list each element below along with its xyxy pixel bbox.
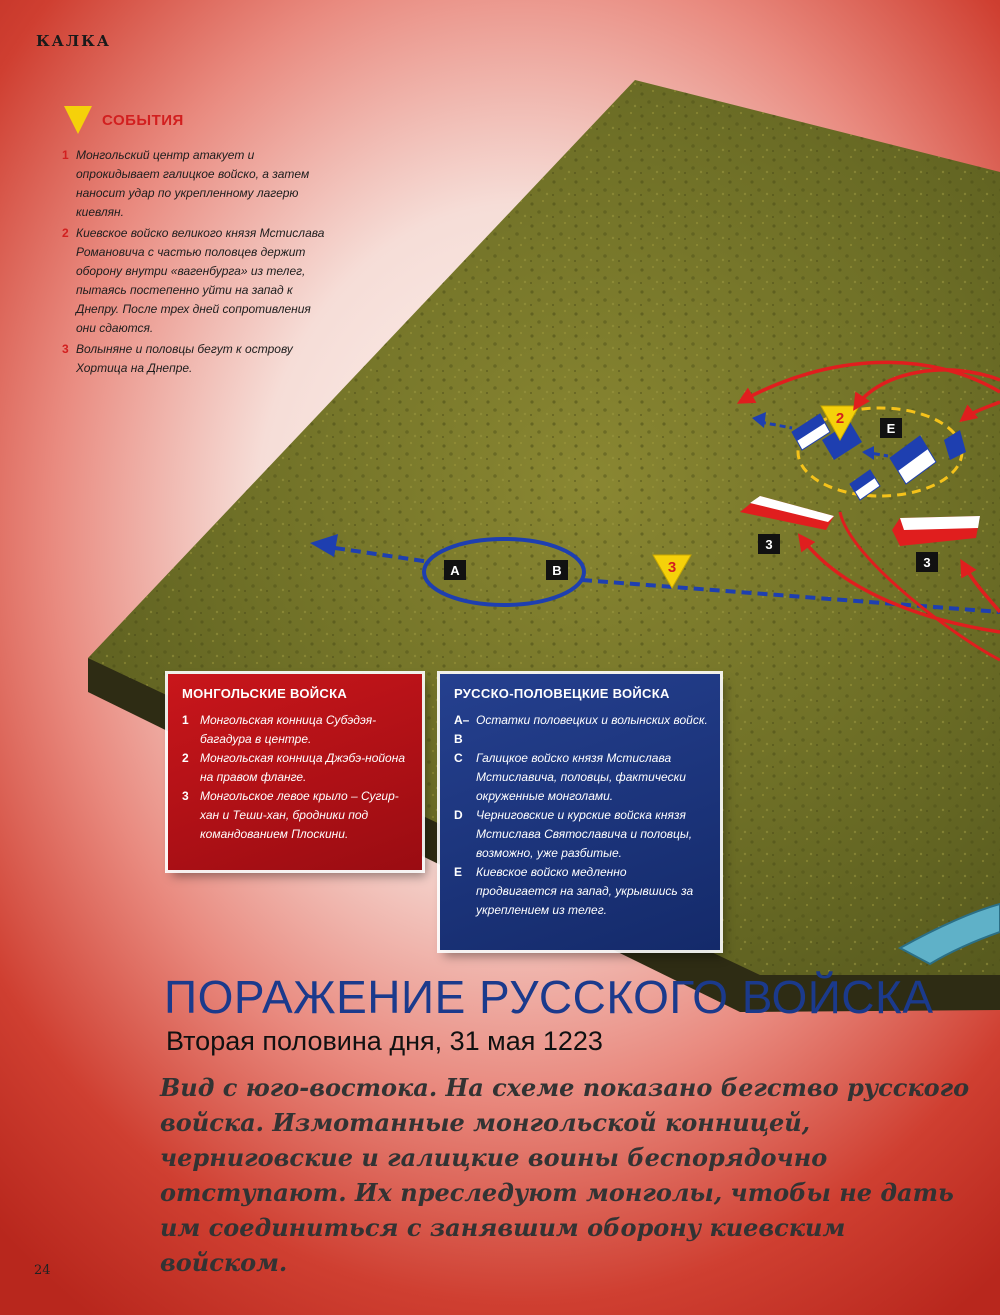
event-text: Монгольский центр атакует и опрокидывает галицкое войско, а затем наносит удар по укрепленному лагерю киевлян. [76, 148, 310, 219]
legend-text: Монгольская конница Джэбэ-нойона на правом фланге. [200, 751, 406, 784]
legend-item [182, 711, 410, 749]
events-header [62, 104, 330, 136]
marker-e-label: E [886, 421, 896, 436]
legend-item [182, 787, 410, 844]
legend-rus-title: РУССКО-ПОЛОВЕЦКИЕ ВОЙСКА [454, 686, 670, 701]
page-title: ПОРАЖЕНИЕ РУССКОГО ВОЙСКА [164, 971, 934, 1023]
legend-item [454, 749, 708, 806]
legend-mongol-title: МОНГОЛЬСКИЕ ВОЙСКА [182, 686, 348, 701]
page-number: 24 [34, 1263, 51, 1278]
event-text: Киевское войско великого князя Мстислава Романовича с частью половцев держит оборону внутри «вагенбурга» из телег, пытаясь постепенно уйти на запад к Днепру. После трех дней сопротивления они сдаются. [76, 226, 325, 335]
marker-a [444, 560, 466, 580]
event-item [62, 146, 330, 222]
legend-item [454, 711, 708, 749]
running-title: КАЛКА [36, 32, 111, 50]
event-number: 2 [62, 226, 69, 240]
legend-text: Черниговские и курские войска князя Мстислава Святославича и половцы, возможно, уже разбитые. [476, 808, 693, 860]
event-item [62, 340, 330, 378]
map-caption: Вид с юго-востока. На схеме показано бегство русского войска. Измотанные монгольской конницей, черниговские и галицкие воины беспорядочно отступают. Их преследуют монголы, чтобы не дать им соединиться с занявшим оборону киевским войском. [160, 1073, 970, 1277]
marker-a-label: A [450, 563, 460, 578]
legend-key: C [454, 751, 463, 765]
legend-text: Киевское войско медленно продвигается на запад, укрывшись за укреплением из телег. [476, 865, 694, 917]
marker-b-label: B [552, 563, 562, 578]
legend-mongol-forces [168, 674, 422, 870]
unit-label-3-right-text: 3 [923, 555, 931, 570]
legend-rus-polovtsian-forces [440, 674, 720, 950]
legend-key: E [454, 865, 463, 879]
event-text: Волыняне и половцы бегут к острову Хортица на Днепре. [76, 342, 293, 375]
unit-label-3-right [916, 552, 938, 572]
legend-key: 3 [182, 789, 189, 803]
event-marker-3-label: 3 [667, 559, 677, 576]
legend-text: Монгольская конница Субэдэя-багадура в центре. [200, 713, 377, 746]
legend-item [454, 863, 708, 920]
legend-key: 2 [182, 751, 189, 765]
event-marker-2-label: 2 [835, 410, 845, 427]
legend-item [182, 749, 410, 787]
legend-text: Галицкое войско князя Мстислава Мстиславича, половцы, фактически окруженные монголами. [476, 751, 686, 803]
unit-label-3-left [758, 534, 780, 554]
event-number: 3 [62, 342, 69, 356]
event-item [62, 224, 330, 338]
legend-item [454, 806, 708, 863]
event-number: 1 [62, 148, 69, 162]
event-triangle-icon [62, 104, 94, 136]
marker-b [546, 560, 568, 580]
legend-text: Остатки половецких и волынских войск. [476, 713, 708, 727]
unit-label-3-left-text: 3 [765, 537, 773, 552]
legend-text: Монгольское левое крыло – Сугир-хан и Теши-хан, бродники под командованием Плоскини. [200, 789, 399, 841]
events-title: СОБЫТИЯ [102, 111, 184, 129]
marker-e [880, 418, 902, 438]
events-panel [62, 104, 330, 380]
legend-key: D [454, 808, 463, 822]
page-subtitle: Вторая половина дня, 31 мая 1223 [166, 1026, 603, 1056]
legend-key: A–B [454, 713, 470, 746]
legend-key: 1 [182, 713, 189, 727]
